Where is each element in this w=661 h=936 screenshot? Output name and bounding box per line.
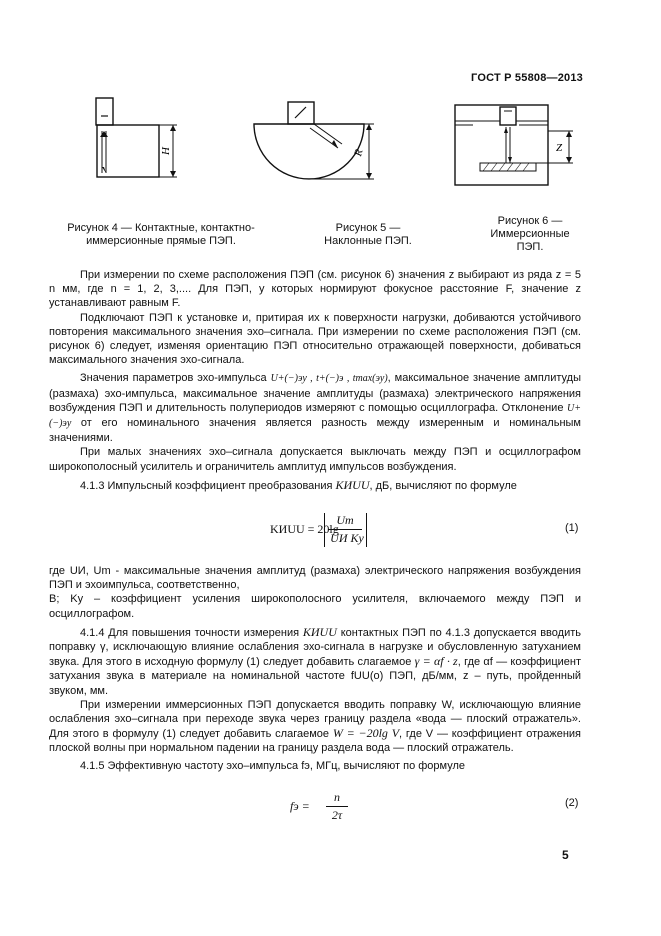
figure-4-dim-label: H: [160, 147, 172, 155]
paragraph: При измерении иммерсионных ПЭП допускается вводить поправку W, исключающую влияние ослабления эхо–сигнала при переходе звука через границу раздела «вода — плоский отражатель». Для этого в формулу (1) следует добавить слагаемое W = −20lg V, где V — коэффициент отражения плоской волны при нормальном падении на границу раздела вода — плоский отражатель.: [49, 698, 581, 755]
figure-5-drawing: [250, 96, 380, 191]
paragraph: При измерении по схеме расположения ПЭП (см. рисунок 6) значения z выбирают из ряда z = 5 n мм, где n = 1, 2, 3,.... Для ПЭП, у которых нормируют фокусное расстояние F, значение z устанавливают равным F.: [49, 269, 581, 310]
figure-6-dim-label: Z: [556, 142, 563, 154]
equation-number-2: (2): [565, 797, 579, 809]
text-block-1: [49, 268, 581, 493]
inline-formula: KИUU: [302, 624, 337, 639]
inline-formula: γ = αf · z: [414, 654, 458, 669]
inline-formula: KИUU: [335, 477, 370, 492]
equation-number-1: (1): [565, 522, 579, 534]
inline-formula: W = −20lg V: [332, 726, 400, 741]
inline-formula: U+(−)эу , t+(−)э , tmax(эу): [270, 373, 388, 385]
figure-4-drawing: [95, 93, 195, 185]
paragraph: При малых значениях эхо–сигнала допускается выключать между ПЭП и осциллографом широкополосный усилитель и ограничитель амплитуд импульсов возбуждения.: [49, 446, 581, 473]
figure-5-dim-label: R: [352, 148, 366, 158]
figure-6-drawing: [453, 103, 578, 188]
paragraph: В; Ky – коэффициент усиления широкополосного усилителя, включаемого между ПЭП и осциллографом.: [49, 593, 581, 620]
page-number: 5: [562, 848, 569, 862]
standard-header: ГОСТ Р 55808—2013: [471, 72, 583, 84]
paragraph: 4.1.5 Эффективную частоту эхо–импульса fэ, МГц, вычисляют по формуле: [80, 759, 466, 772]
inline-formula: U+(−)эу: [49, 402, 582, 430]
figure-4-caption: Рисунок 4 — Контактные, контактно- иммерсионные прямые ПЭП.: [67, 222, 255, 247]
paragraph: 4.1.3 Импульсный коэффициент преобразования KИUU, дБ, вычисляют по формуле: [80, 477, 517, 492]
paragraph: где UИ, Um - максимальные значения амплитуд (размаха) электрического напряжения возбуждения ПЭП и эхоимпульса, соответственно,: [49, 565, 581, 592]
paragraph: Значения параметров эхо-импульса U+(−)эу , t+(−)э , tmax(эу), максимальное значение амплитуды (размаха) эхо-импульса, максимальное значение амплитуды (размаха) электрического напряжения возбуждения ПЭП и длительность полупериодов измеряют с помощью осциллографа. Отклонение U+(−)эу от его номинального значения является разность между измеренным и номинальным значениями.: [49, 372, 582, 445]
figure-5-caption: Рисунок 5 — Наклонные ПЭП.: [324, 222, 412, 247]
paragraph: Подключают ПЭП к установке и, притирая их к поверхности нагрузки, добиваются устойчивого повторения максимального значения эхо–сигнала. При измерении по схеме расположения ПЭП (см. рисунок 6) следует, изменяя ориентацию ПЭП относительно отражающей поверхности, добиваться максимального значения эхо-сигнала.: [49, 311, 581, 367]
text-block-2: [49, 564, 581, 773]
paragraph: 4.1.4 Для повышения точности измерения KИUU контактных ПЭП по 4.1.3 допускается вводить поправку γ, исключающую влияние ослабления эхо-сигнала в нагрузке и обусловленную затуханием звука. Для этого в исходную формулу (1) следует добавить слагаемое γ = αf · z, где αf — коэффициент затухания звука в материале на номинальной частоте fUU(o) ПЭП, дБ/мм, z – путь, пройденный звуком, мм.: [49, 624, 582, 697]
figure-6-caption: Рисунок 6 — Иммерсионные ПЭП.: [490, 215, 570, 253]
